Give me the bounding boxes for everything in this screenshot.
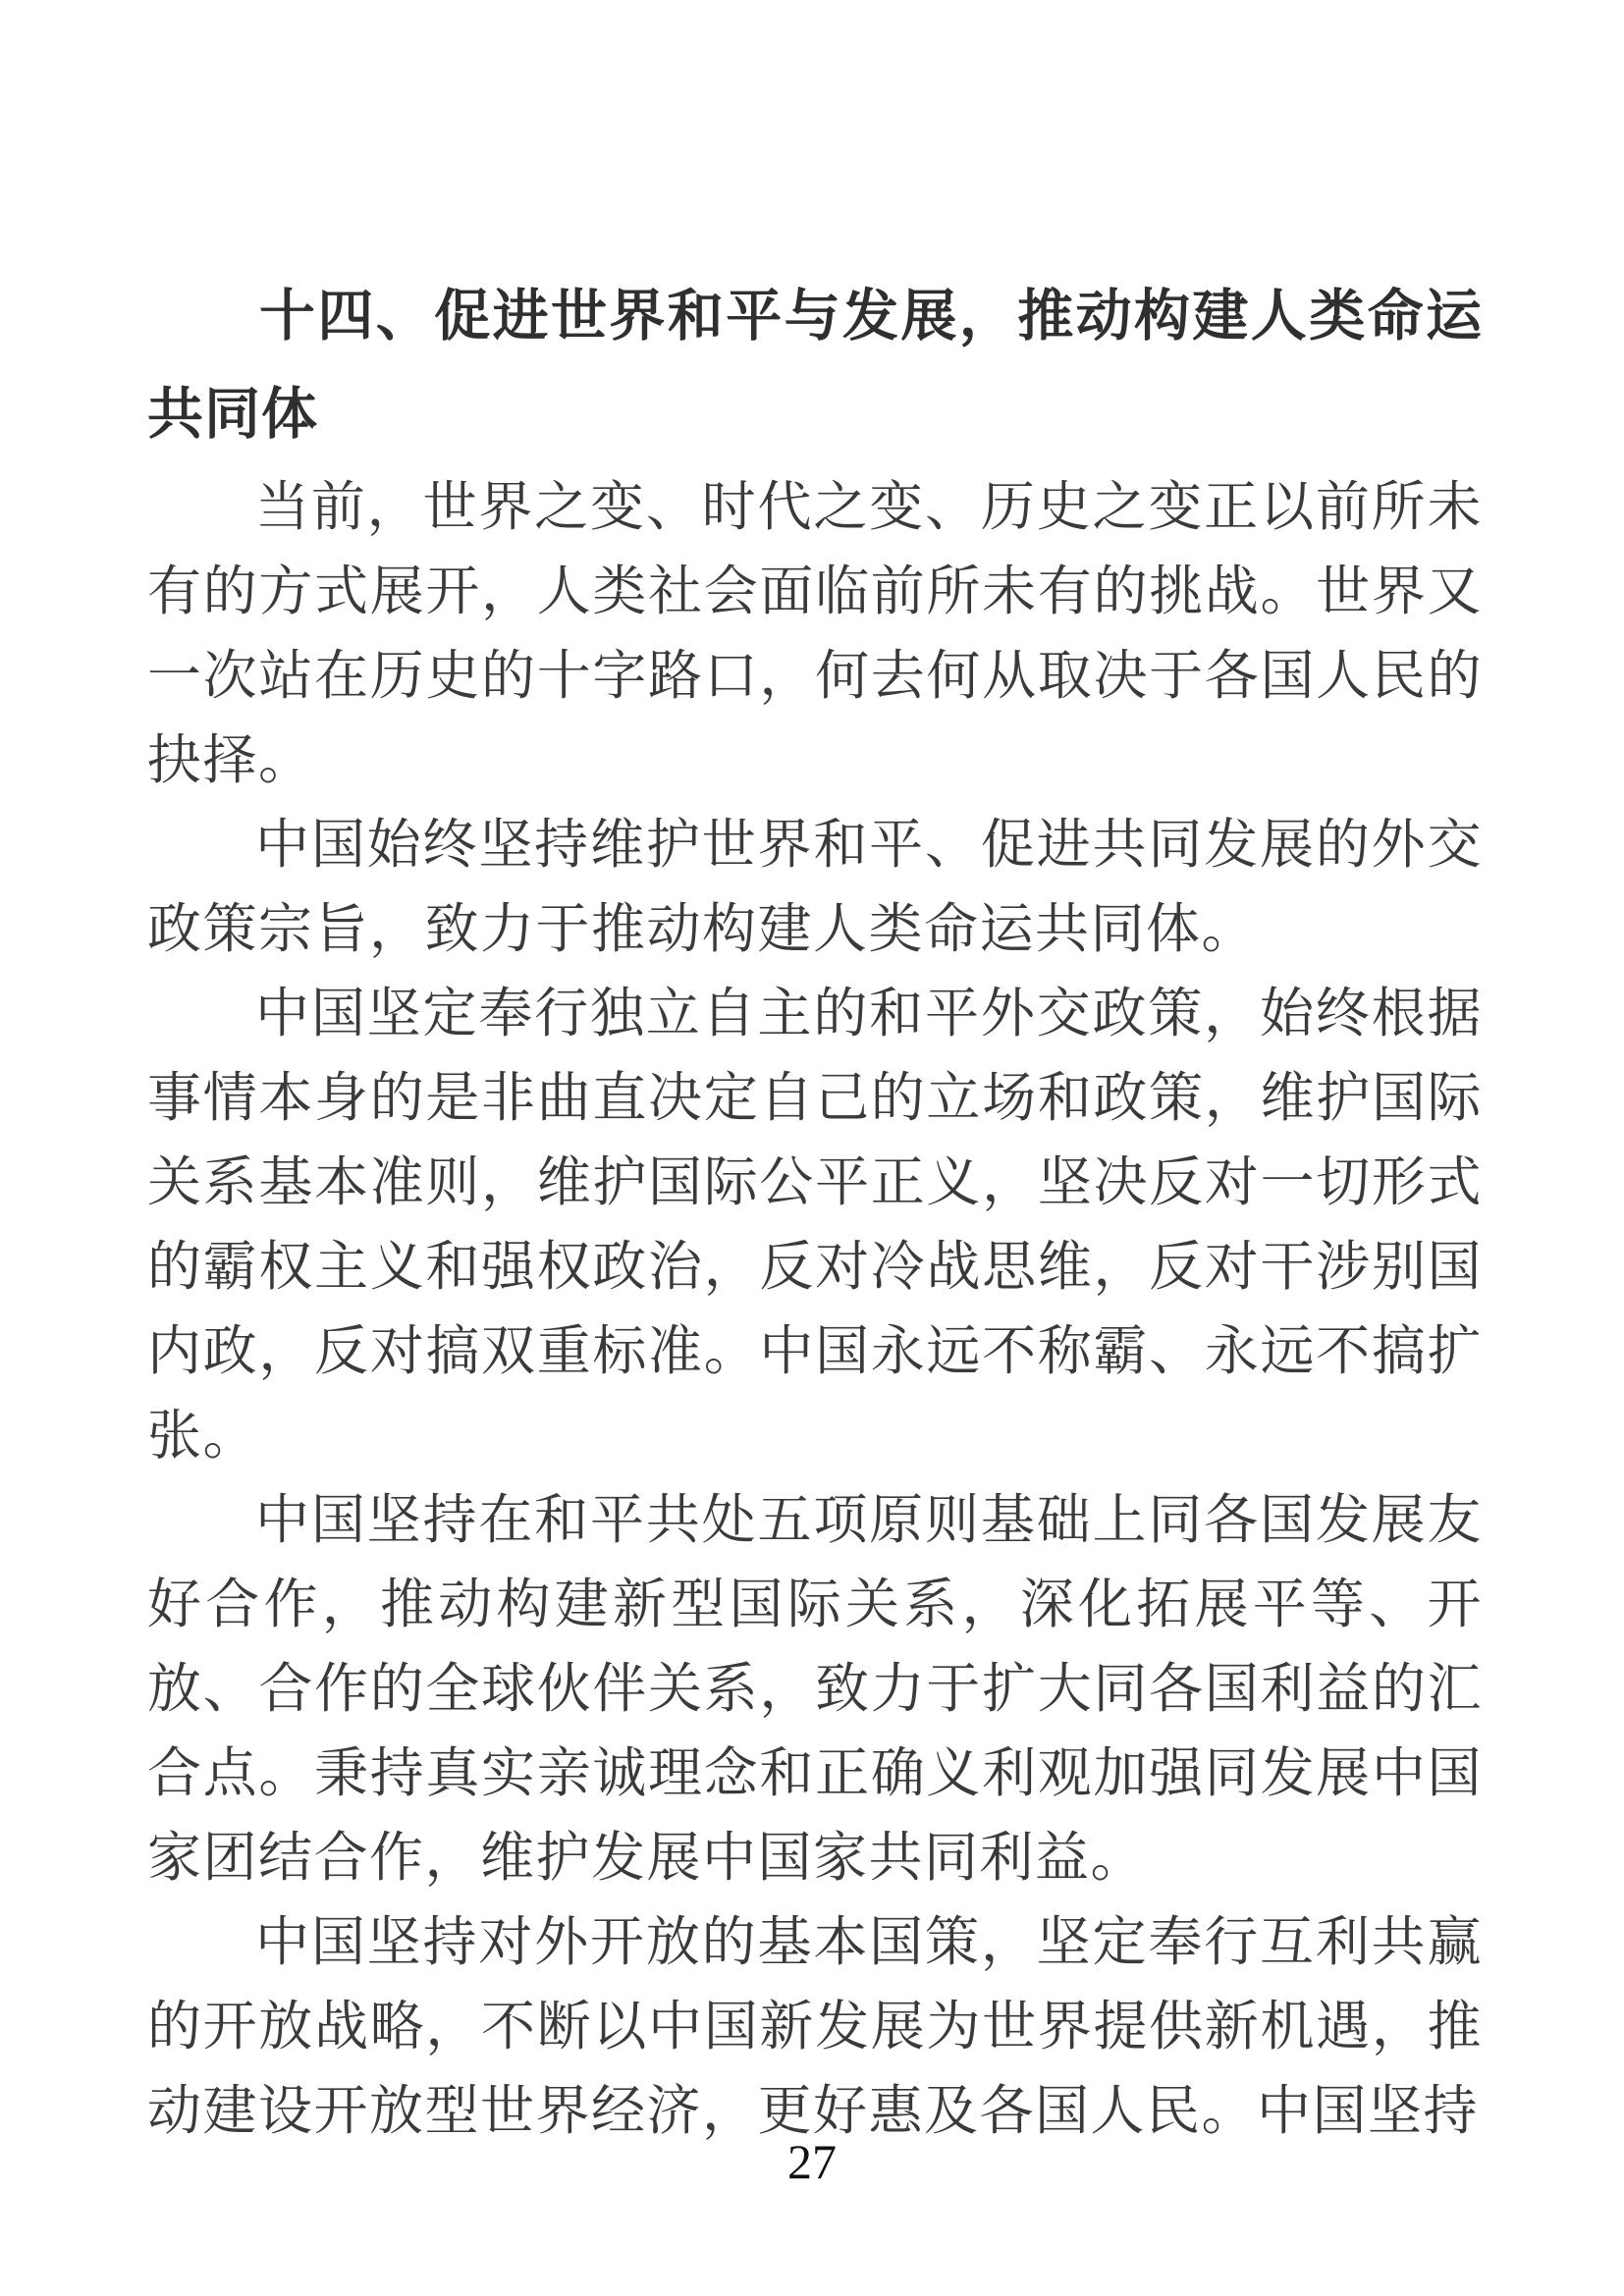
section-heading: 十四、促进世界和平与发展，推动构建人类命运共同体 <box>147 285 1483 446</box>
paragraph: 当前，世界之变、时代之变、历史之变正以前所未有的方式展开，人类社会面临前所未有的挑战。世界又一次站在历史的十字路口，何去何从取决于各国人民的抉择。 <box>147 477 1483 790</box>
paragraph: 中国坚持对外开放的基本国策，坚定奉行互利共赢的开放战略，不断以中国新发展为世界提供新机遇，推动建设开放型世界经济，更好惠及各国人民。中国坚持 <box>147 1912 1483 2141</box>
page-content <box>147 267 1483 2154</box>
paragraph: 中国始终坚持维护世界和平、促进共同发展的外交政策宗旨，致力于推动构建人类命运共同体。 <box>147 815 1483 959</box>
paragraph: 中国坚定奉行独立自主的和平外交政策，始终根据事情本身的是非曲直决定自己的立场和政策，维护国际关系基本准则，维护国际公平正义，坚决反对一切形式的霸权主义和强权政治，反对冷战思维，反对干涉别国内政，反对搞双重标准。中国永远不称霸、永远不搞扩张。 <box>147 984 1483 1466</box>
paragraph: 中国坚持在和平共处五项原则基础上同各国发展友好合作，推动构建新型国际关系，深化拓展平等、开放、合作的全球伙伴关系，致力于扩大同各国利益的汇合点。秉持真实亲诚理念和正确义利观加强同发展中国家团结合作，维护发展中国家共同利益。 <box>147 1490 1483 1888</box>
page-number: 27 <box>787 2134 837 2189</box>
body-paragraphs <box>147 465 1483 2154</box>
